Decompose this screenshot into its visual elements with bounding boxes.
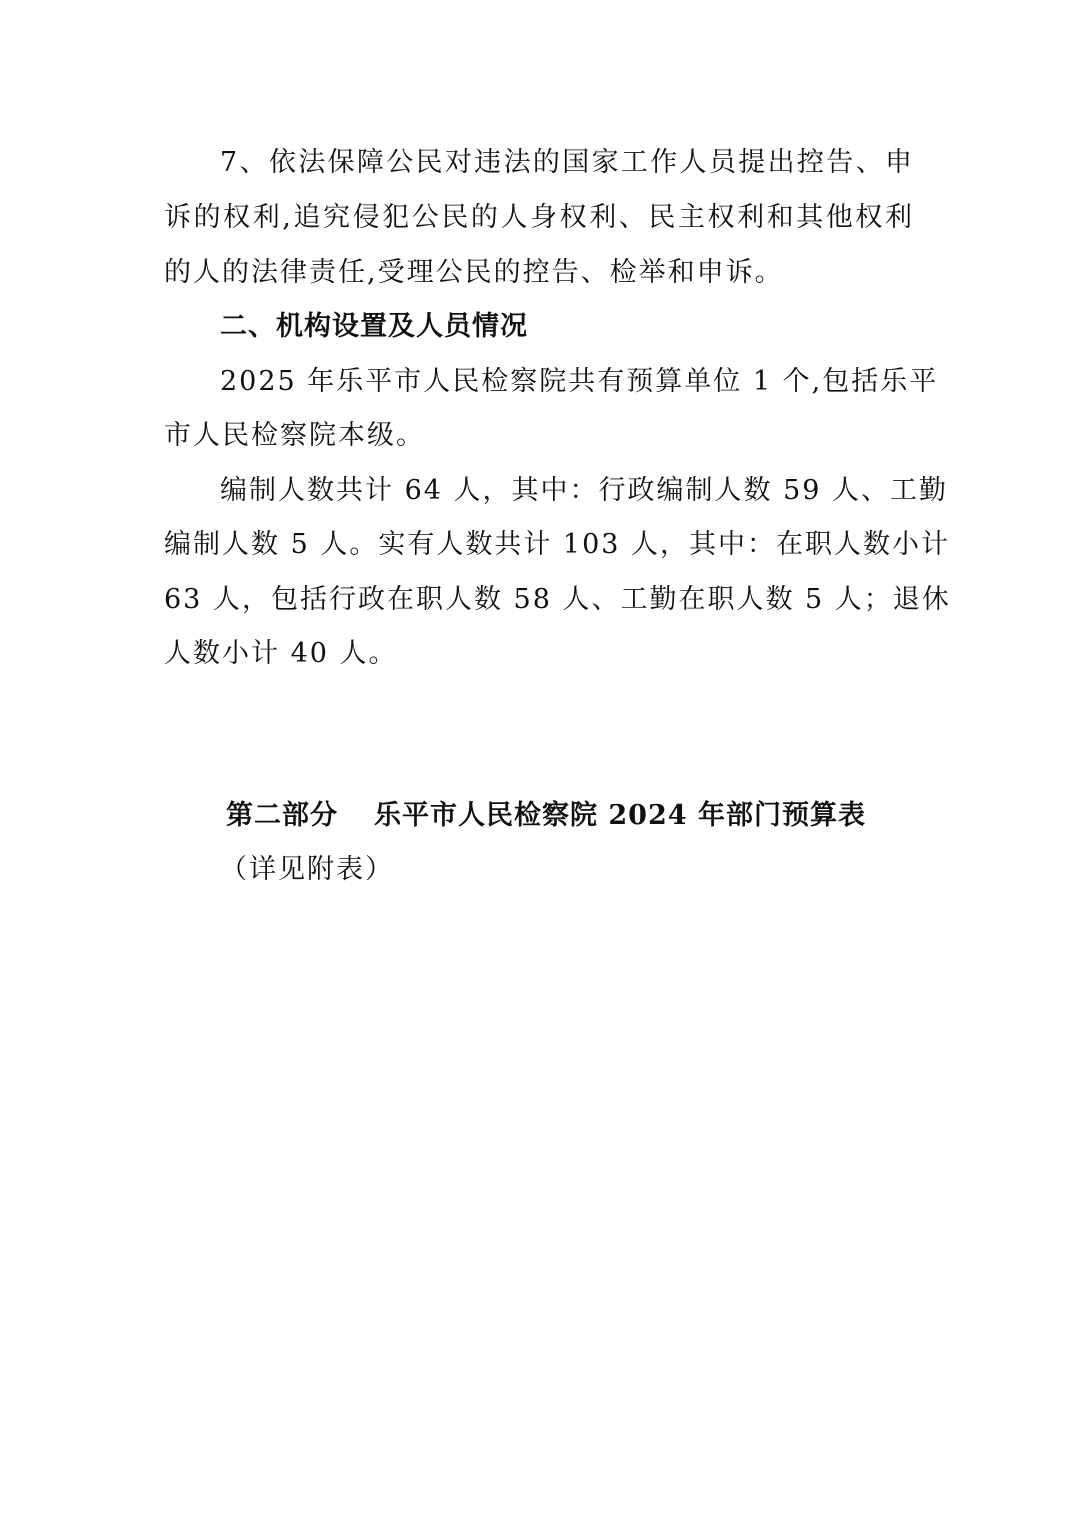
- staffing-line-3: 63 人，包括行政在职人数 58 人、工勤在职人数 5 人；退休: [164, 584, 951, 615]
- item7-line-1: 7、依法保障公民对违法的国家工作人员提出控告、申: [220, 147, 914, 178]
- section-heading: 二、机构设置及人员情况: [220, 311, 528, 342]
- staffing-line-1: 编制人数共计 64 人，其中：行政编制人数 59 人、工勤: [220, 475, 949, 506]
- part-title-text: 乐平市人民检察院 2024 年部门预算表: [374, 800, 866, 831]
- part-label: 第二部分: [226, 800, 338, 831]
- item7-line-3: 的人的法律责任,受理公民的控告、检举和申诉。: [164, 257, 784, 288]
- item7-line-2: 诉的权利,追究侵犯公民的人身权利、民主权利和其他权利: [164, 202, 914, 233]
- budget-units-line-2: 市人民检察院本级。: [164, 420, 425, 451]
- budget-units-line-1: 2025 年乐平市人民检察院共有预算单位 1 个,包括乐平: [220, 366, 939, 397]
- staffing-line-4: 人数小计 40 人。: [164, 638, 398, 669]
- staffing-line-2: 编制人数 5 人。实有人数共计 103 人，其中：在职人数小计: [164, 529, 951, 560]
- see-attachment-note: （详见附表）: [220, 854, 394, 885]
- part-title: [226, 798, 866, 834]
